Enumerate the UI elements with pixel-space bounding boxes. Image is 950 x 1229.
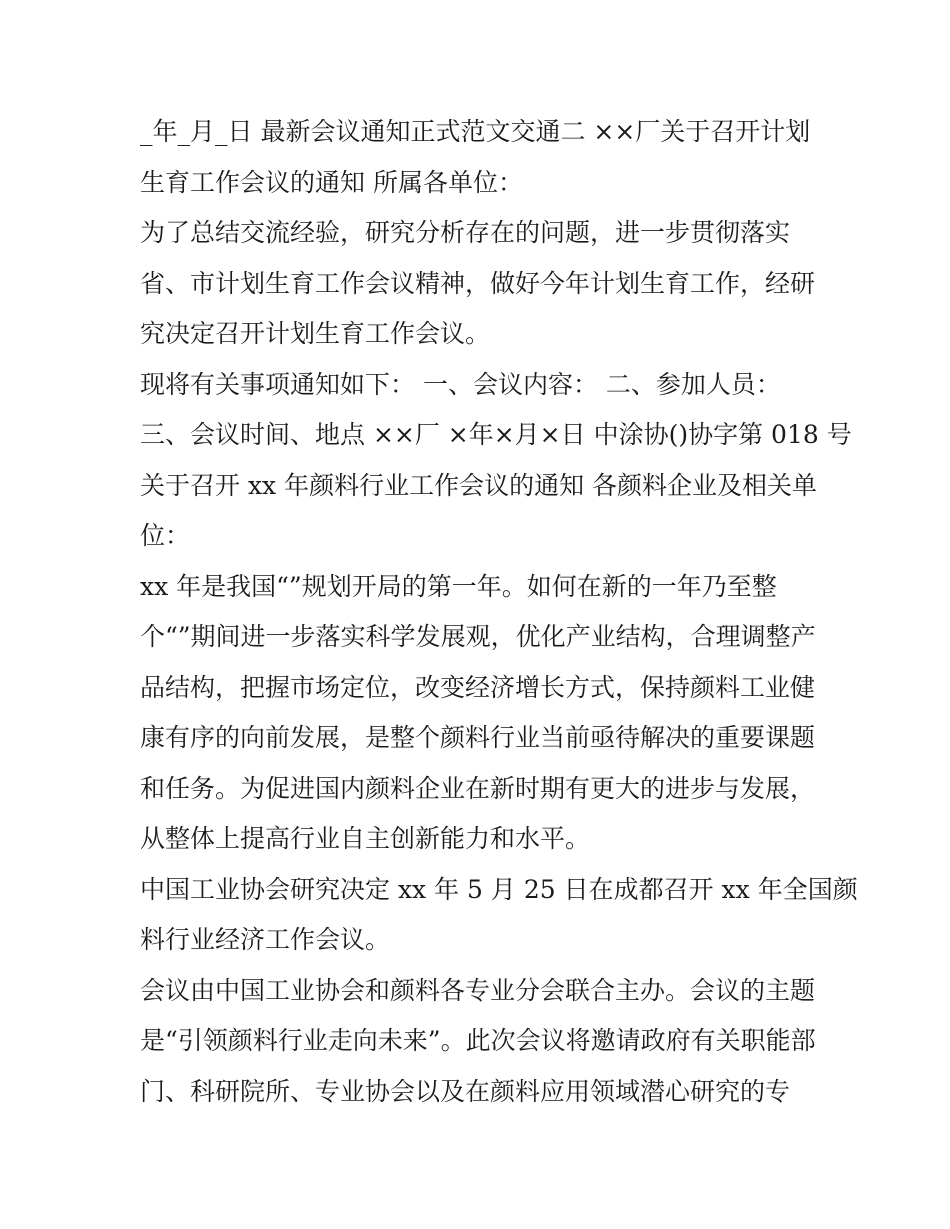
- text-line: 料行业经济工作会议。: [140, 925, 391, 954]
- text-line: 省、市计划生育工作会议精神，做好今年计划生育工作，经研: [140, 268, 816, 298]
- text-line: 现将有关事项通知如下： 一、会议内容： 二、参加人员：: [140, 369, 781, 399]
- text-line: 会议由中国工业协会和颜料各专业分会联合主办。会议的主题: [140, 975, 816, 1005]
- text-line: 中国工业协会研究决定 xx 年 5 月 25 日在成都召开 xx 年全国颜: [140, 874, 858, 904]
- text-line: 个“”期间进一步落实科学发展观，优化产业结构，合理调整产: [140, 622, 816, 651]
- text-line: 三、会议时间、地点 ××厂 ×年×月×日 中涂协()协字第 018 号: [140, 420, 852, 449]
- text-line: 品结构，把握市场定位，改变经济增长方式，保持颜料工业健: [140, 672, 816, 702]
- text-line: 位：: [140, 521, 191, 550]
- document-body: [140, 107, 858, 1117]
- text-line: 为了总结交流经验，研究分析存在的问题，进一步贯彻落实: [140, 218, 791, 247]
- text-line: _年_月_日 最新会议通知正式范文交通二 ××厂关于召开计划: [140, 117, 811, 146]
- text-line: 生育工作会议的通知 所属各单位：: [140, 167, 523, 197]
- text-line: 和任务。为促进国内颜料企业在新时期有更大的进步与发展，: [140, 773, 816, 803]
- text-line: 关于召开 xx 年颜料行业工作会议的通知 各颜料企业及相关单: [140, 470, 818, 500]
- text-line: xx 年是我国“”规划开局的第一年。如何在新的一年乃至整: [140, 571, 777, 601]
- text-line: 从整体上提高行业自主创新能力和水平。: [140, 824, 591, 853]
- text-line: 门、科研院所、专业协会以及在颜料应用领域潜心研究的专: [140, 1076, 791, 1106]
- text-line: 究决定召开计划生育工作会议。: [140, 319, 491, 348]
- text-line: 是“引领颜料行业走向未来”。此次会议将邀请政府有关职能部: [140, 1026, 816, 1055]
- text-line: 康有序的向前发展，是整个颜料行业当前亟待解决的重要课题: [140, 723, 816, 752]
